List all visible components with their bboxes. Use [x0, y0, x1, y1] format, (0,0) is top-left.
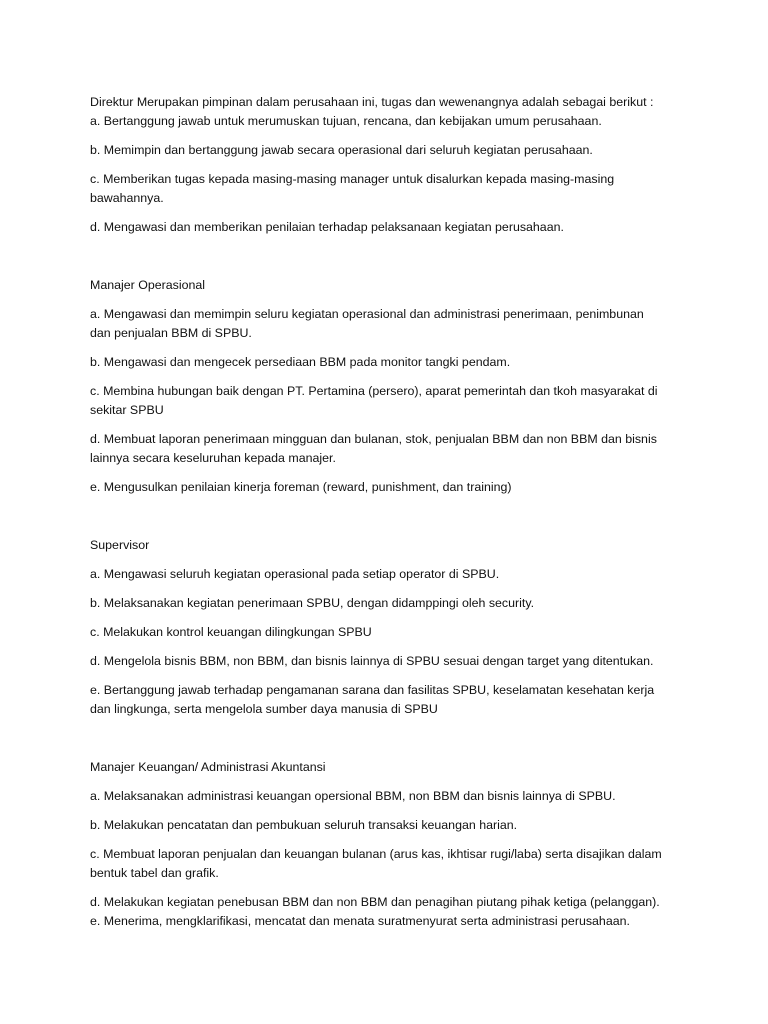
supervisor-item-e-line2: dan lingkunga, serta mengelola sumber daya manusia di SPBU: [90, 702, 438, 716]
manajer-operasional-item-d-line1: d. Membuat laporan penerimaan mingguan dan bulanan, stok, penjualan BBM dan non BBM dan bisnis: [90, 432, 657, 446]
manajer-operasional-item-c-line1: c. Membina hubungan baik dengan PT. Pertamina (persero), aparat pemerintah dan tkoh masyarakat di: [90, 384, 658, 398]
direktur-item-b: b. Memimpin dan bertanggung jawab secara operasional dari seluruh kegiatan perusahaan.: [90, 143, 593, 157]
direktur-item-c-line1: c. Memberikan tugas kepada masing-masing manager untuk disalurkan kepada masing-masing: [90, 172, 615, 186]
direktur-item-a: a. Bertanggung jawab untuk merumuskan tujuan, rencana, dan kebijakan umum perusahaan.: [90, 114, 602, 128]
manajer-operasional-item-a-line2: dan penjualan BBM di SPBU.: [90, 326, 252, 340]
direktur-intro: Direktur Merupakan pimpinan dalam perusahaan ini, tugas dan wewenangnya adalah sebagai berikut :: [90, 95, 654, 109]
manajer-operasional-item-e: e. Mengusulkan penilaian kinerja foreman (reward, punishment, dan training): [90, 480, 512, 494]
manajer-operasional-item-d-line2: lainnya secara keseluruhan kepada manajer.: [90, 451, 336, 465]
manajer-operasional-item-a-line1: a. Mengawasi dan memimpin seluru kegiatan operasional dan administrasi penerimaan, penimbunan: [90, 307, 644, 321]
supervisor-heading: Supervisor: [90, 538, 150, 552]
supervisor-item-e-line1: e. Bertanggung jawab terhadap pengamanan sarana dan fasilitas SPBU, keselamatan kesehatan kerja: [90, 683, 655, 697]
manajer-operasional-item-c-line2: sekitar SPBU: [90, 403, 164, 417]
manajer-keuangan-item-c-line2: bentuk tabel dan grafik.: [90, 866, 219, 880]
supervisor-item-d: d. Mengelola bisnis BBM, non BBM, dan bisnis lainnya di SPBU sesuai dengan target yang ditentukan.: [90, 654, 654, 668]
direktur-item-d: d. Mengawasi dan memberikan penilaian terhadap pelaksanaan kegiatan perusahaan.: [90, 220, 564, 234]
manajer-keuangan-item-d: d. Melakukan kegiatan penebusan BBM dan non BBM dan penagihan piutang pihak ketiga (pelanggan).: [90, 895, 660, 909]
manajer-operasional-item-b: b. Mengawasi dan mengecek persediaan BBM pada monitor tangki pendam.: [90, 355, 511, 369]
manajer-operasional-heading: Manajer Operasional: [90, 278, 206, 292]
manajer-keuangan-item-c-line1: c. Membuat laporan penjualan dan keuangan bulanan (arus kas, ikhtisar rugi/laba) serta disajikan dalam: [90, 847, 662, 861]
supervisor-item-b: b. Melaksanakan kegiatan penerimaan SPBU, dengan didamppingi oleh security.: [90, 596, 535, 610]
manajer-keuangan-item-e: e. Menerima, mengklarifikasi, mencatat dan menata suratmenyurat serta administrasi perusahaan.: [90, 914, 630, 928]
supervisor-item-a: a. Mengawasi seluruh kegiatan operasional pada setiap operator di SPBU.: [90, 567, 500, 581]
direktur-item-c-line2: bawahannya.: [90, 191, 164, 205]
supervisor-item-c: c. Melakukan kontrol keuangan dilingkungan SPBU: [90, 625, 372, 639]
manajer-keuangan-heading: Manajer Keuangan/ Administrasi Akuntansi: [90, 760, 326, 774]
manajer-keuangan-item-b: b. Melakukan pencatatan dan pembukuan seluruh transaksi keuangan harian.: [90, 818, 518, 832]
manajer-keuangan-item-a: a. Melaksanakan administrasi keuangan opersional BBM, non BBM dan bisnis lainnya di SPBU.: [90, 789, 616, 803]
